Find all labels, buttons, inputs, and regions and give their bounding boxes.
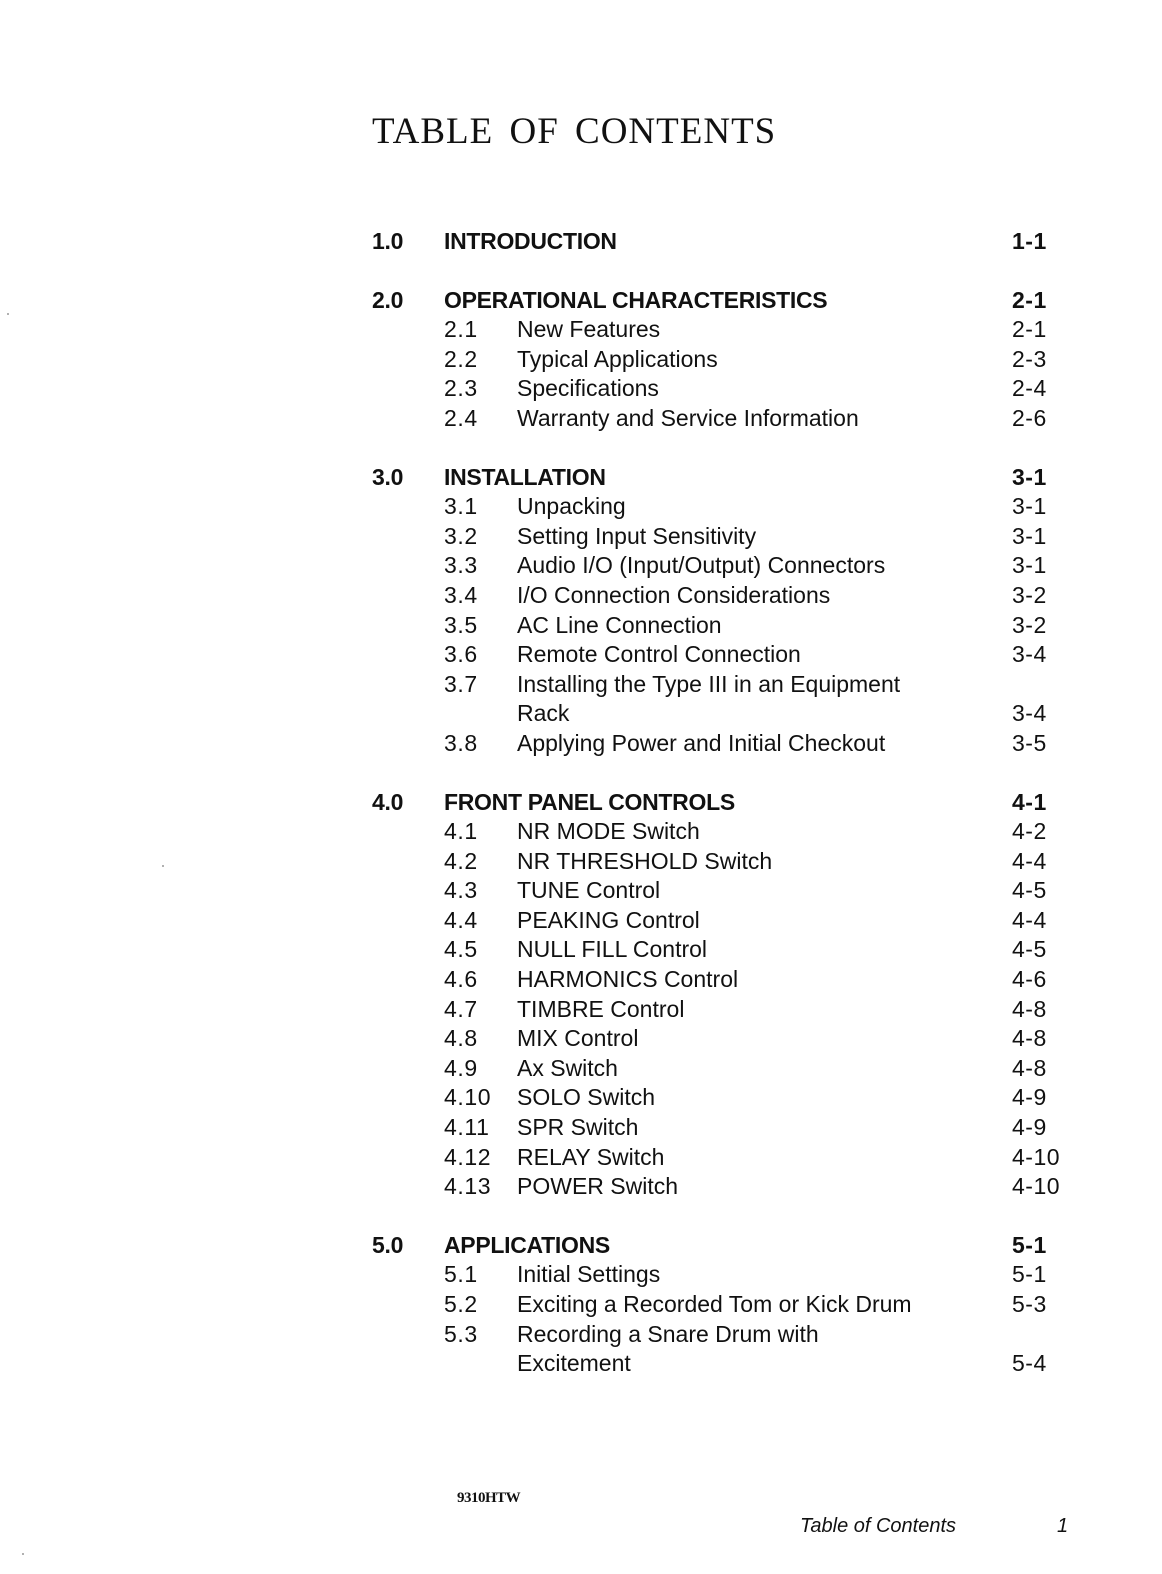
document-code: 9310HTW xyxy=(457,1490,521,1506)
section-number: 3.0 xyxy=(372,463,404,490)
subsection-title-continued: Rack xyxy=(517,700,570,727)
toc-section xyxy=(372,463,1072,759)
scan-speck xyxy=(22,1553,24,1555)
subsection-entry xyxy=(372,670,1072,700)
page-title: TABLE OF CONTENTS xyxy=(372,111,777,152)
subsection-number: 3.8 xyxy=(444,729,478,756)
section-title: INTRODUCTION xyxy=(444,228,617,254)
subsection-entry xyxy=(372,1024,1072,1054)
subsection-title: POWER Switch xyxy=(517,1173,679,1200)
subsection-page: 5-4 xyxy=(1012,1350,1047,1377)
subsection-title: Typical Applications xyxy=(517,345,718,372)
subsection-page: 5-1 xyxy=(1012,1261,1047,1288)
footer-page-number: 1 xyxy=(1057,1515,1069,1537)
subsection-page: 4-9 xyxy=(1012,1114,1047,1141)
subsection-number: 2.1 xyxy=(444,316,478,343)
subsection-entry xyxy=(372,876,1072,906)
subsection-page: 2-4 xyxy=(1012,375,1047,402)
subsection-number: 4.12 xyxy=(444,1143,492,1170)
section-number: 5.0 xyxy=(372,1231,404,1258)
subsection-number: 4.13 xyxy=(444,1173,492,1200)
subsection-number: 4.10 xyxy=(444,1084,492,1111)
subsection-entry xyxy=(372,640,1072,670)
subsection-number: 4.11 xyxy=(444,1114,490,1141)
subsection-page: 3-2 xyxy=(1012,581,1047,608)
subsection-entry-continued xyxy=(372,699,1072,729)
table-of-contents xyxy=(372,227,1072,1408)
section-number: 1.0 xyxy=(372,228,404,254)
subsection-title: Recording a Snare Drum with xyxy=(517,1320,819,1347)
subsection-number: 3.3 xyxy=(444,552,478,579)
subsection-page: 2-1 xyxy=(1012,316,1047,343)
subsection-entry xyxy=(372,729,1072,759)
subsection-title: I/O Connection Considerations xyxy=(517,581,831,608)
subsection-entry xyxy=(372,965,1072,995)
subsection-title: Specifications xyxy=(517,375,659,402)
subsection-title: Setting Input Sensitivity xyxy=(517,522,757,549)
subsection-entry xyxy=(372,374,1072,404)
scan-speck xyxy=(7,313,9,315)
subsection-number: 4.6 xyxy=(444,966,478,993)
subsection-page: 5-3 xyxy=(1012,1291,1047,1317)
subsection-title: Warranty and Service Information xyxy=(517,404,859,431)
subsection-number: 5.2 xyxy=(444,1291,478,1317)
subsection-number: 4.2 xyxy=(444,847,478,874)
subsection-entry xyxy=(372,1083,1072,1113)
subsection-number: 4.1 xyxy=(444,818,478,845)
section-page: 2-1 xyxy=(1012,286,1047,313)
subsection-number: 4.9 xyxy=(444,1054,478,1081)
subsection-number: 3.5 xyxy=(444,611,478,638)
subsection-page: 4-8 xyxy=(1012,1025,1047,1052)
subsection-number: 3.4 xyxy=(444,581,478,608)
section-heading xyxy=(372,227,1072,257)
subsection-title: Remote Control Connection xyxy=(517,641,801,668)
subsection-title: Ax Switch xyxy=(517,1054,618,1081)
subsection-number: 4.3 xyxy=(444,877,478,904)
subsection-title: New Features xyxy=(517,316,661,343)
section-page: 3-1 xyxy=(1012,463,1047,490)
subsection-entry xyxy=(372,404,1072,434)
subsection-number: 2.2 xyxy=(444,345,478,372)
subsection-entry xyxy=(372,817,1072,847)
subsection-title: PEAKING Control xyxy=(517,906,700,933)
section-page: 5-1 xyxy=(1012,1231,1047,1258)
subsection-page: 4-4 xyxy=(1012,847,1047,874)
subsection-entry xyxy=(372,935,1072,965)
subsection-entry xyxy=(372,345,1072,375)
subsection-page: 3-5 xyxy=(1012,729,1047,756)
subsection-entry xyxy=(372,1113,1072,1143)
subsection-number: 2.3 xyxy=(444,375,478,402)
subsection-entry xyxy=(372,1172,1072,1202)
section-title: INSTALLATION xyxy=(444,463,606,490)
subsection-number: 3.2 xyxy=(444,522,478,549)
subsection-entry xyxy=(372,1290,1072,1320)
section-title: APPLICATIONS xyxy=(444,1231,610,1258)
subsection-page: 4-10 xyxy=(1012,1143,1061,1170)
subsection-page: 4-6 xyxy=(1012,966,1047,993)
subsection-page: 3-4 xyxy=(1012,641,1047,668)
subsection-page: 3-1 xyxy=(1012,493,1047,520)
subsection-page: 2-3 xyxy=(1012,345,1047,372)
subsection-entry xyxy=(372,1260,1072,1290)
subsection-number: 4.7 xyxy=(444,995,478,1022)
subsection-number: 5.1 xyxy=(444,1261,478,1288)
section-heading xyxy=(372,788,1072,818)
subsection-entry-continued xyxy=(372,1349,1072,1379)
subsection-title: NR MODE Switch xyxy=(517,818,700,845)
subsection-page: 4-10 xyxy=(1012,1173,1061,1200)
subsection-title: Installing the Type III in an Equipment xyxy=(517,670,901,697)
section-page: 1-1 xyxy=(1012,228,1047,254)
section-title: FRONT PANEL CONTROLS xyxy=(444,788,735,815)
subsection-title: SPR Switch xyxy=(517,1114,639,1141)
subsection-page: 3-1 xyxy=(1012,522,1047,549)
subsection-title: NULL FILL Control xyxy=(517,936,708,963)
section-heading xyxy=(372,463,1072,493)
section-number: 4.0 xyxy=(372,788,404,815)
subsection-entry xyxy=(372,551,1072,581)
toc-section xyxy=(372,227,1072,257)
subsection-title: Exciting a Recorded Tom or Kick Drum xyxy=(517,1291,912,1317)
section-heading xyxy=(372,286,1072,316)
subsection-title: Audio I/O (Input/Output) Connectors xyxy=(517,552,886,579)
toc-section xyxy=(372,1231,1072,1379)
subsection-number: 3.7 xyxy=(444,670,478,697)
subsection-page: 4-9 xyxy=(1012,1084,1047,1111)
subsection-title: NR THRESHOLD Switch xyxy=(517,847,773,874)
subsection-entry xyxy=(372,1054,1072,1084)
footer-section-name: Table of Contents xyxy=(800,1515,957,1537)
subsection-entry xyxy=(372,315,1072,345)
subsection-title: MIX Control xyxy=(517,1025,639,1052)
subsection-title: HARMONICS Control xyxy=(517,966,739,993)
toc-section xyxy=(372,286,1072,434)
subsection-title: Initial Settings xyxy=(517,1261,661,1288)
section-number: 2.0 xyxy=(372,286,404,313)
subsection-number: 3.6 xyxy=(444,641,478,668)
subsection-entry xyxy=(372,847,1072,877)
subsection-page: 4-5 xyxy=(1012,936,1047,963)
subsection-number: 4.8 xyxy=(444,1025,478,1052)
subsection-page: 3-2 xyxy=(1012,611,1047,638)
subsection-title: TIMBRE Control xyxy=(517,995,685,1022)
subsection-number: 4.4 xyxy=(444,906,478,933)
subsection-title-continued: Excitement xyxy=(517,1350,631,1377)
subsection-number: 2.4 xyxy=(444,404,478,431)
subsection-title: SOLO Switch xyxy=(517,1084,656,1111)
subsection-entry xyxy=(372,581,1072,611)
scan-speck xyxy=(162,865,164,867)
subsection-entry xyxy=(372,995,1072,1025)
toc-section xyxy=(372,788,1072,1202)
subsection-page: 2-6 xyxy=(1012,404,1047,431)
subsection-page: 4-4 xyxy=(1012,906,1047,933)
subsection-title: AC Line Connection xyxy=(517,611,722,638)
subsection-title: RELAY Switch xyxy=(517,1143,665,1170)
subsection-title: TUNE Control xyxy=(517,877,661,904)
subsection-entry xyxy=(372,906,1072,936)
section-heading xyxy=(372,1231,1072,1261)
section-title: OPERATIONAL CHARACTERISTICS xyxy=(444,286,828,313)
subsection-entry xyxy=(372,611,1072,641)
subsection-page: 4-2 xyxy=(1012,818,1047,845)
subsection-page: 3-1 xyxy=(1012,552,1047,579)
subsection-entry xyxy=(372,1320,1072,1350)
subsection-number: 3.1 xyxy=(444,493,478,520)
subsection-number: 4.5 xyxy=(444,936,478,963)
subsection-page: 4-8 xyxy=(1012,1054,1047,1081)
subsection-entry xyxy=(372,522,1072,552)
section-page: 4-1 xyxy=(1012,788,1047,815)
subsection-entry xyxy=(372,492,1072,522)
subsection-page: 4-8 xyxy=(1012,995,1047,1022)
subsection-entry xyxy=(372,1143,1072,1173)
subsection-title: Applying Power and Initial Checkout xyxy=(517,729,886,756)
subsection-page: 4-5 xyxy=(1012,877,1047,904)
subsection-number: 5.3 xyxy=(444,1320,478,1347)
subsection-page: 3-4 xyxy=(1012,700,1047,727)
subsection-title: Unpacking xyxy=(517,493,626,520)
